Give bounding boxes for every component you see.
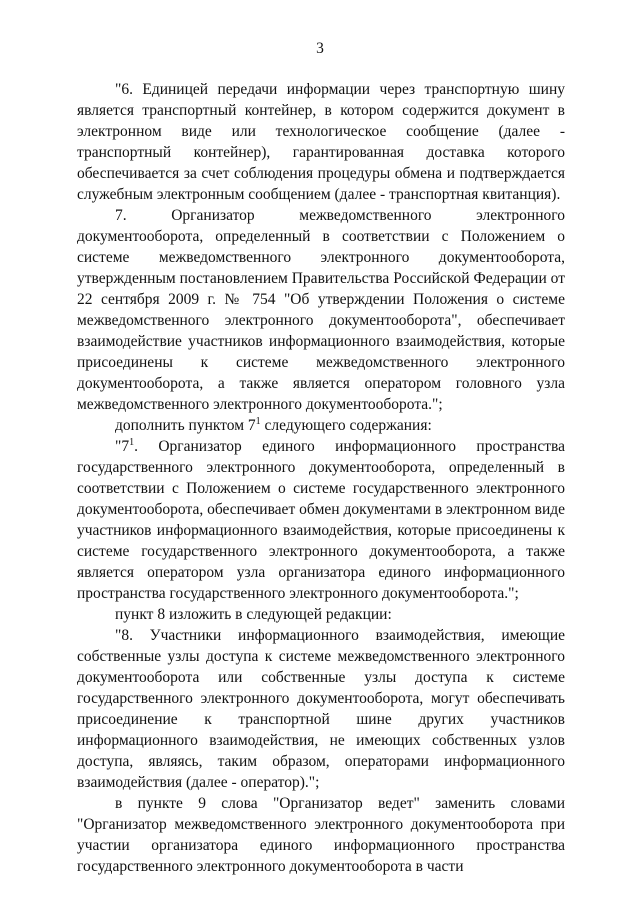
item-7-1-text: . Организатор единого информационного пространства государственного электронного документооборота, определенный в соответствии с Положением о системе государственного электронного документооборота, обеспечивает обмен документами в электронном виде участников информационного взаимодействия, которые присоединены к системе государственного электронного документооборота, а также является оператором узла организатора единого информационного пространства государственного электронного документооборота.";	[77, 438, 565, 602]
superscript-marker: 1	[129, 437, 135, 448]
paragraph-add-item-7-1	[77, 415, 565, 436]
paragraph-item-9: в пункте 9 слова "Организатор ведет" заменить словами "Организатор межведомственного электронного документооборота при участии организатора единого информационного пространства государственного электронного документооборота в части	[77, 795, 565, 875]
paragraph-item-6: "6. Единицей передачи информации через транспортную шину является транспортный контейнер, в котором содержится документ в электронном виде или технологическое сообщение (далее - транспортный контейнер), гарантированная доставка которого обеспечивается за счет соблюдения процедуры обмена и подтверждается служебным электронным сообщением (далее - транспортная квитанция).	[77, 81, 565, 203]
page-number: 3	[316, 40, 324, 57]
paragraph-item-7-1	[77, 436, 565, 604]
paragraph-item-7: 7. Организатор межведомственного электронного документооборота, определенный в соответствии с Положением о системе межведомственного электронного документооборота, утвержденным постановлением Правительства Российской Федерации от 22 сентября 2009 г. № 754 "Об утверждении Положения о системе межведомственного электронного документооборота", обеспечивает взаимодействие участников информационного взаимодействия, которые присоединены к системе межведомственного электронного документооборота, а также является оператором головного узла межведомственного электронного документооборота.";	[77, 207, 565, 413]
paragraph-add-text-rest: следующего содержания:	[260, 417, 432, 434]
paragraph-item-8: "8. Участники информационного взаимодействия, имеющие собственные узлы доступа к системе межведомственного электронного документооборота или собственные узлы доступа к системе государственного электронного документооборота, могут обеспечивать присоединение к транспортной шине других участников информационного взаимодействия, не имеющих собственных узлов доступа, являясь, таким образом, операторами информационного взаимодействия (далее - оператор).";	[77, 627, 565, 791]
paragraph-item-8-intro: пункт 8 изложить в следующей редакции:	[115, 606, 392, 623]
item-7-1-prefix: "7	[115, 438, 130, 455]
superscript-marker: 1	[255, 416, 261, 427]
paragraph-add-text: дополнить пунктом 7	[115, 417, 256, 434]
document-body	[77, 79, 565, 877]
